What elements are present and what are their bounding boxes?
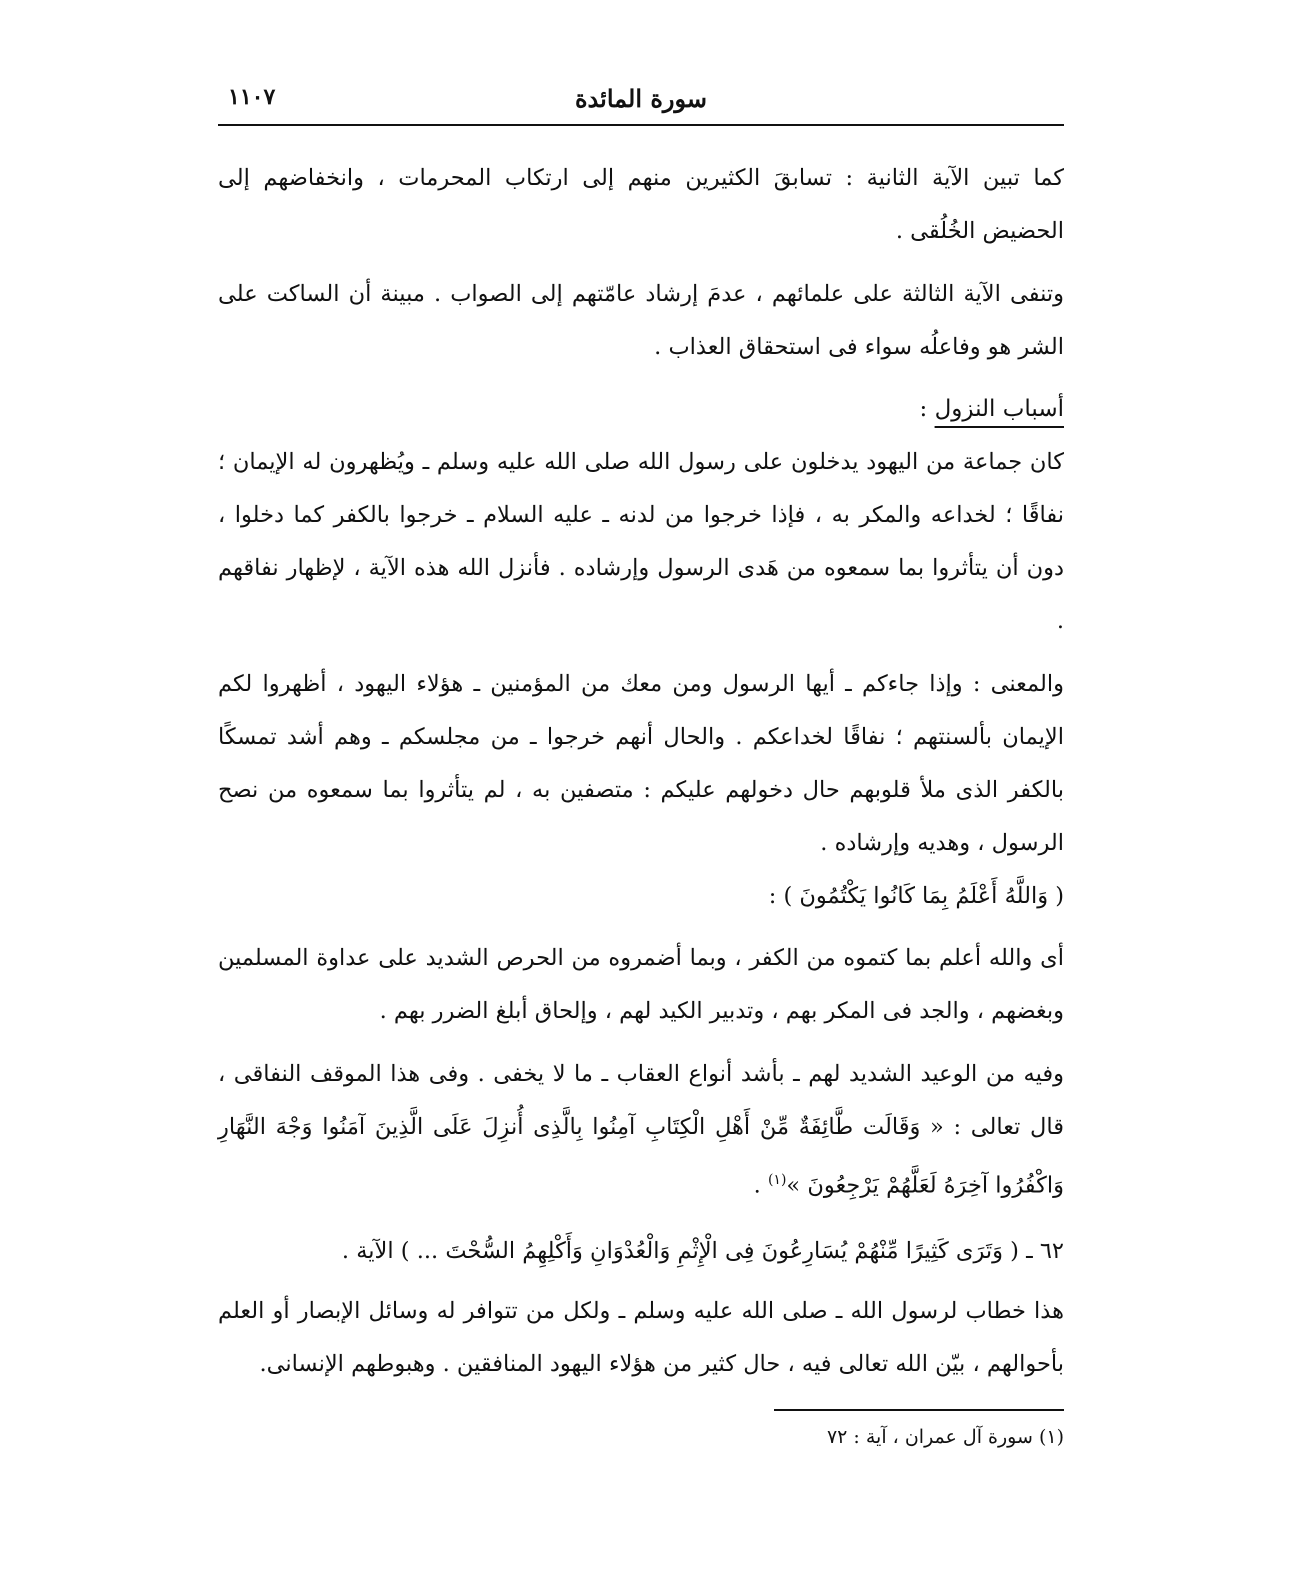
paragraph-second-verse: كما تبين الآية الثانية : تسابقَ الكثيرين منهم إلى ارتكاب المحرمات ، وانخفاضهم إلى الحضيض الخُلُقى . bbox=[218, 165, 1064, 244]
paragraph-third-verse: وتنفى الآية الثالثة على علمائهم ، عدمَ إرشاد عامّتهم إلى الصواب . مبينة أن الساكت على الشر هو وفاعلُه سواء فى استحقاق العذاب . bbox=[218, 281, 1064, 360]
book-page bbox=[218, 80, 1064, 1451]
paragraph-revelation-cause: كان جماعة من اليهود يدخلون على رسول الله صلى الله عليه وسلم ـ ويُظهرون له الإيمان ؛ نفاقًا ؛ لخداعه والمكر به ، فإذا خرجوا من لدنه ـ عليه السلام ـ خرجوا بالكفر كما دخلوا ، دون أن يتأثروا بما سمعوه من هَدى الرسول وإرشاده . فأنزل الله هذه الآية ، لإظهار نفاقهم . bbox=[218, 449, 1064, 634]
paragraph-warning-end: . bbox=[753, 1172, 768, 1199]
paragraph-warning bbox=[218, 1048, 1064, 1213]
section-heading bbox=[218, 384, 1064, 434]
page-number: ١١٠٧ bbox=[228, 84, 276, 110]
heading-colon: : bbox=[919, 396, 935, 422]
paragraph-warning-text: وفيه من الوعيد الشديد لهم ـ بأشد أنواع العقاب ـ ما لا يخفى . وفى هذا الموقف النفاقى ، قال تعالى : « وَقَالَت طَّائِفَةٌ مِّنْ أَهْلِ الْكِتَابِ آمِنُوا بِالَّذِى أُنزِلَ عَلَى الَّذِينَ آمَنُوا وَجْهَ النَّهَارِ وَاكْفُرُوا آخِرَهُ لَعَلَّهُمْ يَرْجِعُونَ » bbox=[218, 1061, 1064, 1199]
footnote: (١) سورة آل عمران ، آية : ٧٢ bbox=[826, 1425, 1064, 1448]
verse-62: ٦٢ ـ ( وَتَرَى كَثِيرًا مِّنْهُمْ يُسَارِعُونَ فِى الْإِثْمِ وَالْعُدْوَانِ وَأَكْلِهِمُ السُّحْتَ ... ) الآية . bbox=[341, 1237, 1064, 1264]
surah-title: سورة المائدة bbox=[574, 84, 708, 113]
page-header bbox=[218, 80, 1064, 124]
footnote-reference[interactable]: (١) bbox=[767, 1172, 787, 1188]
header-rule bbox=[218, 124, 1064, 126]
paragraph-explanation: أى والله أعلم بما كتموه من الكفر ، وبما أضمروه من الحرص الشديد على عداوة المسلمين وبغضهم ، والجد فى المكر بهم ، وتدبير الكيد لهم ، وإلحاق أبلغ الضرر بهم . bbox=[218, 945, 1064, 1024]
paragraph-address: هذا خطاب لرسول الله ـ صلى الله عليه وسلم ـ ولكل من تتوافر له وسائل الإبصار أو العلم بأحوالهم ، بيّن الله تعالى فيه ، حال كثير من هؤلاء اليهود المنافقين . وهبوطهم الإنسانى. bbox=[218, 1297, 1064, 1377]
paragraph-meaning: والمعنى : وإذا جاءكم ـ أيها الرسول ومن معك من المؤمنين ـ هؤلاء اليهود ، أظهروا لكم الإيمان بألسنتهم ؛ نفاقًا لخداعكم . والحال أنهم خرجوا ـ من مجلسكم ـ وهم أشد تمسكًا بالكفر الذى ملأ قلوبهم حال دخولهم عليكم : متصفين به ، لم يتأثروا بما سمعوه من نصح الرسول ، وهديه وإرشاده . bbox=[218, 671, 1064, 856]
footnote-rule bbox=[774, 1409, 1064, 1411]
verse-quote: ( وَاللَّهُ أَعْلَمُ بِمَا كَانُوا يَكْتُمُونَ ) : bbox=[768, 883, 1064, 909]
heading-text: أسباب النزول bbox=[934, 396, 1064, 422]
